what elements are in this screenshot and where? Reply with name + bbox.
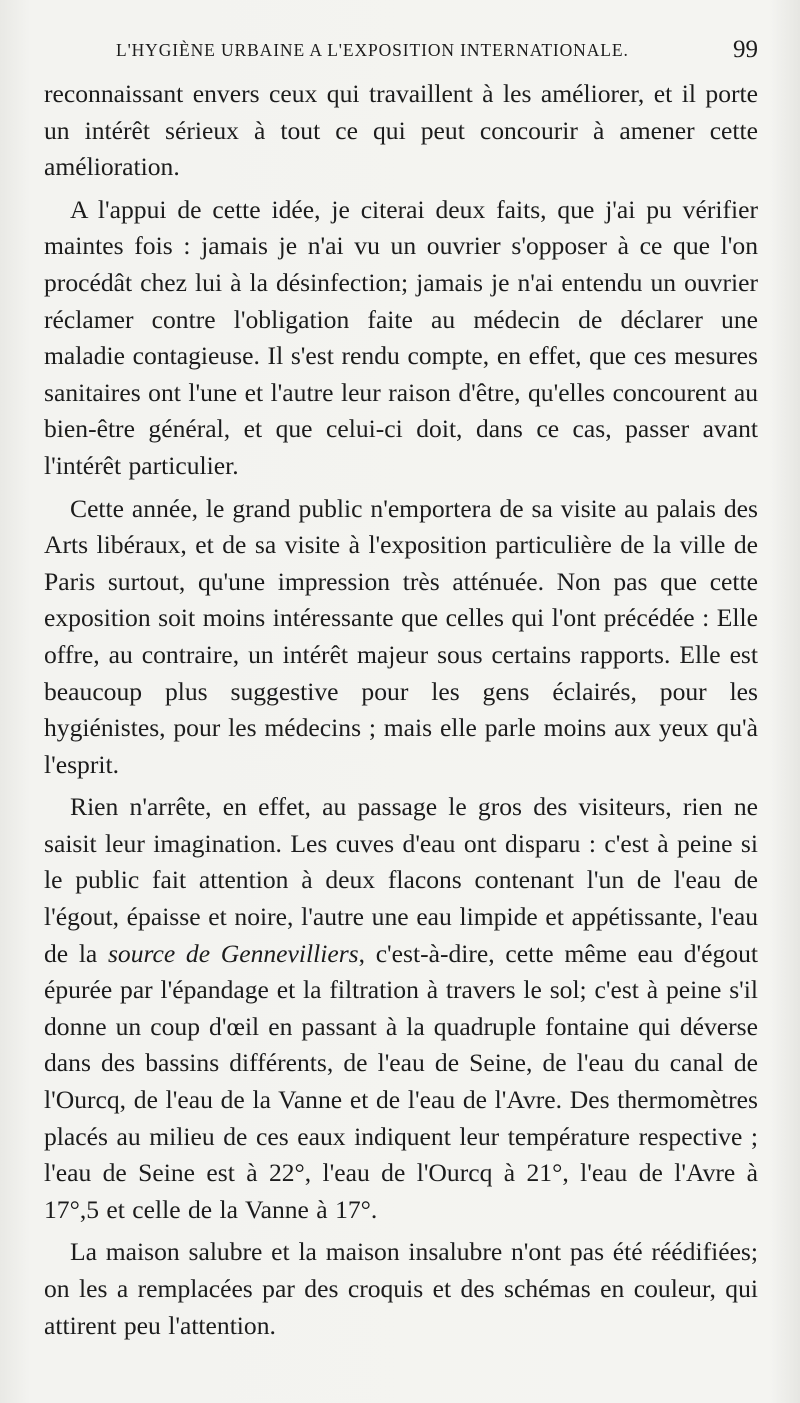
running-header [44,36,758,76]
body-text [44,76,758,1344]
gennevilliers-source-italic: source de Gennevilliers [107,938,359,968]
paragraph-maison-salubre: La maison salubre et la maison insalubre n'ont pas été réédifiées; on les a remplacées par des croquis et des schémas en couleur, qui attirent peu l'attention. [44,1237,758,1340]
fountains-text-end: , c'est-à-dire, cette même eau d'égout épurée par l'épandage et la filtration à travers le sol; c'est à peine s'il donne un coup d'œil en passant à la quadruple fontaine qui déverse dans des bassins différents, de l'eau de Seine, de l'eau du canal de l'Ourcq, de l'eau de la Vanne et de l'eau de l'Avre. Des thermomètres placés au milieu de ces eaux indiquent leur température respective ; l'eau de Seine est à 22°, l'eau de l'Ourcq à 21°, l'eau de l'Avre à 17°,5 et celle de la Vanne à 17°. [44,938,758,1224]
fountains-text-start: Rien n'arrête, en effet, au passage le gros des visiteurs, rien ne saisit leur imagination. Les cuves d'eau ont disparu : c'est à peine si le public fait attention à deux flacons contenant l'un de l'eau de l'égout, épaisse et noire, l'autre une eau limpide et appétissante, l'eau de la [44,792,758,968]
page-number: 99 [733,36,758,63]
paragraph-disinfection: A l'appui de cette idée, je citerai deux faits, que j'ai pu vérifier maintes fois : jamais je n'ai vu un ouvrier s'opposer à ce que l'on procédât chez lui à la désinfection; jamais je n'ai entendu un ouvrier réclamer contre l'obligation faite au médecin de déclarer une maladie contagieuse. Il s'est rendu compte, en effet, que ces mesures sanitaires ont l'une et l'autre leur raison d'être, qu'elles concourent au bien-être général, et que celui-ci doit, dans ce cas, passer avant l'intérêt particulier. [44,194,758,480]
paragraph-continuation: reconnaissant envers ceux qui travaillent à les améliorer, et il porte un intérêt sérieux à tout ce qui peut concourir à amener cette amélioration. [44,79,758,182]
paragraph-fountains [44,789,758,1228]
paragraph-exposition: Cette année, le grand public n'emportera de sa visite au palais des Arts libéraux, et de sa visite à l'exposition particulière de la ville de Paris surtout, qu'une impression très atténuée. Non pas que cette exposition soit moins intéressante que celles qui l'ont précédée : Elle offre, au contraire, un intérêt majeur sous certains rapports. Elle est beaucoup plus suggestive pour les gens éclairés, pour les hygiénistes, pour les médecins ; mais elle parle moins aux yeux qu'à l'esprit. [44,493,758,779]
running-title: L'HYGIÈNE URBAINE A L'EXPOSITION INTERNATIONALE. [116,40,629,60]
